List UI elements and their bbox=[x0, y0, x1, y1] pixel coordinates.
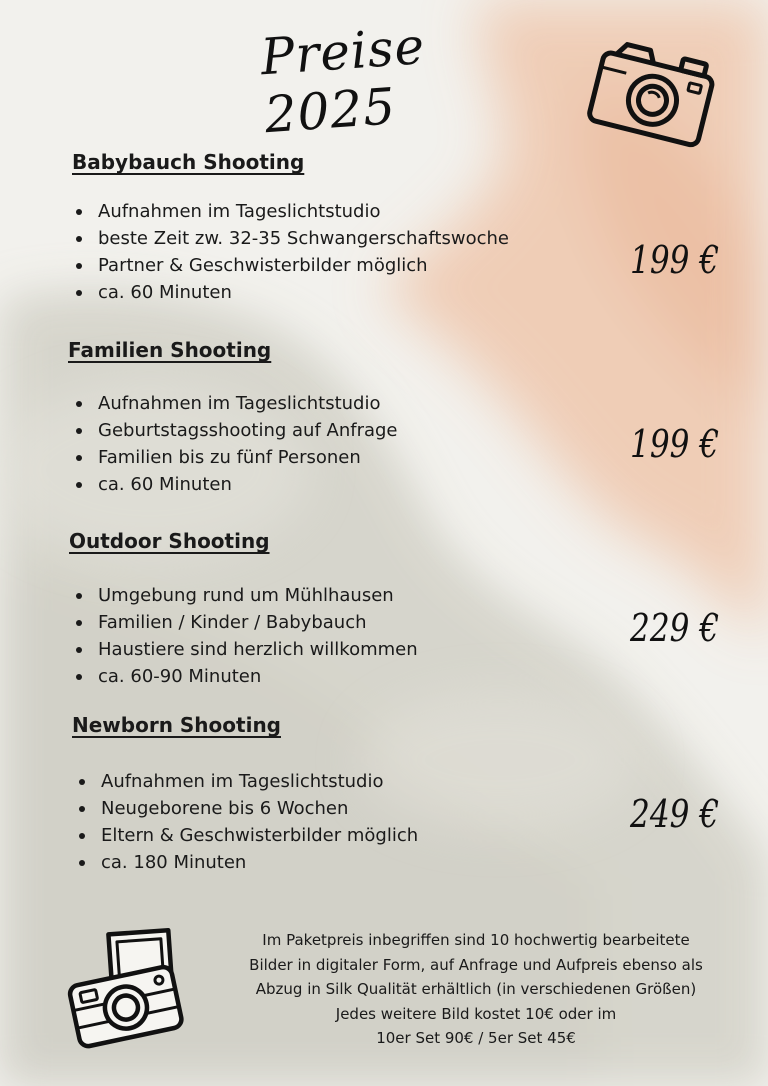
footer-line: Im Paketpreis inbegriffen sind 10 hochwertig bearbeitete bbox=[262, 931, 690, 949]
camera-icon bbox=[582, 38, 722, 150]
section-heading: Babybauch Shooting bbox=[72, 150, 305, 174]
list-item: Aufnahmen im Tageslichtstudio bbox=[72, 198, 509, 225]
section-heading: Newborn Shooting bbox=[72, 713, 281, 737]
feature-list bbox=[72, 582, 418, 690]
list-item: Aufnahmen im Tageslichtstudio bbox=[75, 768, 418, 795]
price-label: 229 € bbox=[630, 606, 720, 650]
list-item: beste Zeit zw. 32-35 Schwangerschaftswoche bbox=[72, 225, 509, 252]
footer-line: Jedes weitere Bild kostet 10€ oder im bbox=[335, 1004, 617, 1023]
list-item: Familien bis zu fünf Personen bbox=[72, 444, 398, 471]
feature-list bbox=[75, 768, 418, 876]
list-item: ca. 60-90 Minuten bbox=[72, 663, 418, 690]
page-title: Preise 2025 bbox=[258, 17, 427, 145]
polaroid-camera-icon bbox=[64, 926, 188, 1050]
list-item: Eltern & Geschwisterbilder möglich bbox=[75, 822, 418, 849]
price-label: 199 € bbox=[630, 422, 720, 466]
price-label: 249 € bbox=[630, 792, 720, 836]
section-heading: Familien Shooting bbox=[68, 338, 272, 362]
section-heading: Outdoor Shooting bbox=[69, 529, 270, 553]
footer-line: Abzug in Silk Qualität erhältlich (in verschiedenen Größen) bbox=[255, 980, 697, 998]
list-item: ca. 60 Minuten bbox=[72, 471, 398, 498]
footer-line: Bilder in digitaler Form, auf Anfrage und Aufpreis ebenso als bbox=[249, 955, 703, 974]
list-item: Neugeborene bis 6 Wochen bbox=[75, 795, 418, 822]
list-item: Partner & Geschwisterbilder möglich bbox=[72, 252, 509, 279]
footer-line: 10er Set 90€ / 5er Set 45€ bbox=[376, 1029, 576, 1047]
list-item: Haustiere sind herzlich willkommen bbox=[72, 636, 418, 663]
list-item: Aufnahmen im Tageslichtstudio bbox=[72, 390, 398, 417]
list-item: ca. 60 Minuten bbox=[72, 279, 509, 306]
list-item: Umgebung rund um Mühlhausen bbox=[72, 582, 418, 609]
feature-list bbox=[72, 390, 398, 498]
list-item: Familien / Kinder / Babybauch bbox=[72, 609, 418, 636]
list-item: ca. 180 Minuten bbox=[75, 849, 418, 876]
price-label: 199 € bbox=[630, 238, 720, 282]
feature-list bbox=[72, 198, 509, 306]
package-info bbox=[215, 928, 737, 1051]
list-item: Geburtstagsshooting auf Anfrage bbox=[72, 417, 398, 444]
